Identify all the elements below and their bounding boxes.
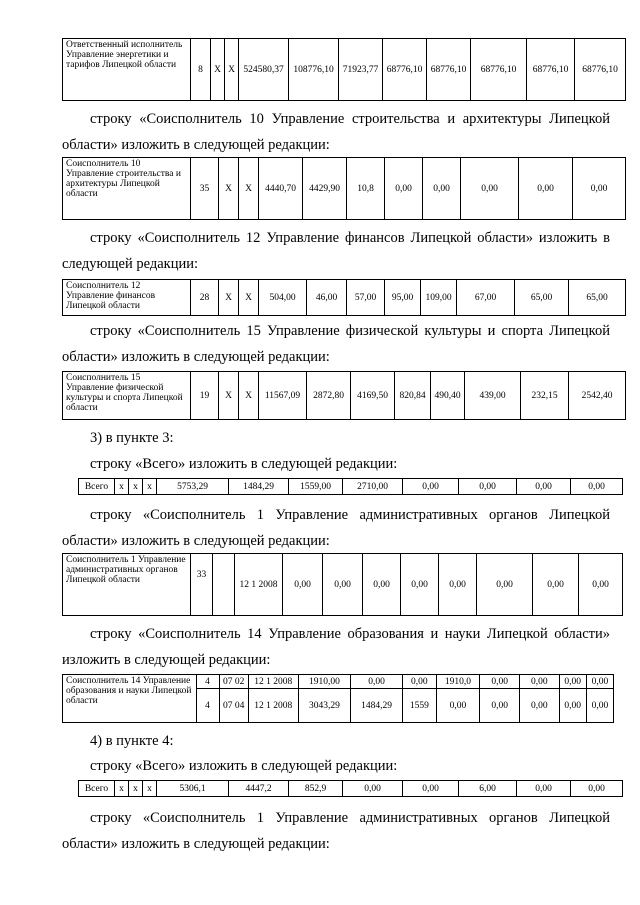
row-label: Соисполнитель 15 Управление физической культуры и спорта Липецкой области bbox=[63, 372, 191, 420]
table-cell: 3043,29 bbox=[298, 689, 350, 723]
table-cell: 0,00 bbox=[533, 554, 579, 616]
table-cell: 504,00 bbox=[259, 280, 307, 316]
row-label: Ответственный исполнитель Управление энергетики и тарифов Липецкой области bbox=[63, 39, 191, 101]
paragraph: строку «Всего» изложить в следующей редакции: bbox=[90, 758, 398, 774]
section-heading-3: 3) в пункте 3: bbox=[90, 430, 174, 446]
table-cell: 0,00 bbox=[283, 554, 323, 616]
table-cell: 0,00 bbox=[480, 689, 520, 723]
table-cell: 0,00 bbox=[480, 675, 520, 689]
table-cell: 2710,00 bbox=[343, 479, 403, 495]
table-cell: 1484,29 bbox=[229, 479, 289, 495]
table-cell: 68776,10 bbox=[527, 39, 575, 101]
paragraph: строку «Соисполнитель 14 Управление образования и науки Липецкой области» изложить в следующей редакции: bbox=[62, 626, 610, 668]
table-cell: 1910,00 bbox=[298, 675, 350, 689]
table-cell: 0,00 bbox=[423, 158, 461, 220]
table-cell: 6,00 bbox=[459, 781, 517, 797]
table-cell: х bbox=[143, 479, 157, 495]
table-cell: 0,00 bbox=[323, 554, 363, 616]
section-heading-4: 4) в пункте 4: bbox=[90, 733, 174, 749]
table-cell: 68776,10 bbox=[471, 39, 527, 101]
table-cell: 2872,80 bbox=[307, 372, 351, 420]
table-cell: 8 bbox=[191, 39, 211, 101]
table-cell: х bbox=[143, 781, 157, 797]
table-cell: 4 bbox=[196, 675, 219, 689]
table-cell: 0,00 bbox=[571, 479, 623, 495]
table-cell: 0,00 bbox=[520, 675, 560, 689]
table-cell: х bbox=[129, 479, 143, 495]
table-cell: 0,00 bbox=[517, 479, 571, 495]
table-cell: 0,00 bbox=[403, 781, 459, 797]
paragraph: строку «Соисполнитель 1 Управление административных органов Липецкой области» изложить в следующей редакции: bbox=[62, 810, 610, 852]
paragraph: строку «Соисполнитель 10 Управление строительства и архитектуры Липецкой области» изложить в следующей редакции: bbox=[62, 111, 610, 153]
table-cell: 524580,37 bbox=[239, 39, 289, 101]
table-cell: 07 04 bbox=[219, 689, 248, 723]
table-cell: Всего bbox=[79, 781, 115, 797]
paragraph: строку «Соисполнитель 15 Управление физической культуры и спорта Липецкой области» изложить в следующей редакции: bbox=[62, 323, 610, 365]
table-cell: 0,00 bbox=[573, 158, 626, 220]
table-cell: 1910,0 bbox=[436, 675, 480, 689]
table-cell: 68776,10 bbox=[383, 39, 427, 101]
table-cell: 4169,50 bbox=[351, 372, 395, 420]
table-cell: 0,00 bbox=[559, 689, 586, 723]
table-cell: Х bbox=[219, 280, 239, 316]
table-cell: 0,00 bbox=[579, 554, 623, 616]
table-cell: 0,00 bbox=[403, 479, 459, 495]
table-cell: 439,00 bbox=[465, 372, 521, 420]
table-cell: Х bbox=[219, 372, 239, 420]
table-cell: Х bbox=[219, 158, 239, 220]
table-cell: 33 bbox=[191, 554, 213, 616]
table-cell: 108776,10 bbox=[289, 39, 339, 101]
table-cell: 0,00 bbox=[459, 479, 517, 495]
table-cell: 19 bbox=[191, 372, 219, 420]
table-cell: х bbox=[115, 479, 129, 495]
table-cell: 0,00 bbox=[403, 675, 436, 689]
table-co-executor-1 bbox=[62, 553, 623, 616]
table-cell: Х bbox=[239, 372, 259, 420]
table-cell: 4440,70 bbox=[259, 158, 303, 220]
row-label: Соисполнитель 12 Управление финансов Липецкой области bbox=[63, 280, 191, 316]
table-cell: 0,00 bbox=[436, 689, 480, 723]
table-cell: 0,00 bbox=[520, 689, 560, 723]
table-cell: 10,8 bbox=[347, 158, 385, 220]
table-responsible-executor bbox=[62, 38, 626, 101]
table-cell: 0,00 bbox=[517, 781, 571, 797]
row-label: Соисполнитель 1 Управление административных органов Липецкой области bbox=[63, 554, 191, 616]
paragraph: строку «Соисполнитель 12 Управление финансов Липецкой области» изложить в следующей редакции: bbox=[62, 230, 610, 272]
table-cell: 46,00 bbox=[307, 280, 347, 316]
paragraph: строку «Всего» изложить в следующей редакции: bbox=[90, 456, 398, 472]
table-cell: Х bbox=[239, 158, 259, 220]
table-cell: Всего bbox=[79, 479, 115, 495]
table-cell: 68776,10 bbox=[427, 39, 471, 101]
table-cell: 0,00 bbox=[343, 781, 403, 797]
table-cell: 71923,77 bbox=[339, 39, 383, 101]
table-cell: 0,00 bbox=[586, 689, 613, 723]
table-cell: 07 02 bbox=[219, 675, 248, 689]
table-cell: 232,15 bbox=[521, 372, 569, 420]
table-cell: 0,00 bbox=[519, 158, 573, 220]
table-cell: 28 bbox=[191, 280, 219, 316]
table-cell: 0,00 bbox=[401, 554, 439, 616]
table-cell: 0,00 bbox=[477, 554, 533, 616]
table-cell: 0,00 bbox=[586, 675, 613, 689]
table-cell: 65,00 bbox=[515, 280, 569, 316]
table-co-executor-10 bbox=[62, 157, 626, 220]
table-cell bbox=[213, 554, 235, 616]
table-cell: 1559 bbox=[403, 689, 436, 723]
table-cell: 0,00 bbox=[439, 554, 477, 616]
table-cell: Х bbox=[225, 39, 239, 101]
table-cell: 68776,10 bbox=[575, 39, 626, 101]
paragraph: строку «Соисполнитель 1 Управление административных органов Липецкой области» изложить в следующей редакции: bbox=[62, 507, 610, 549]
table-total-3 bbox=[78, 478, 623, 495]
table-cell: 109,00 bbox=[421, 280, 457, 316]
table-cell: Х bbox=[239, 280, 259, 316]
table-cell: Х bbox=[211, 39, 225, 101]
table-co-executor-12 bbox=[62, 279, 626, 316]
table-total-4 bbox=[78, 780, 623, 797]
table-cell: 5753,29 bbox=[157, 479, 229, 495]
table-cell: 0,00 bbox=[363, 554, 401, 616]
table-cell: 490,40 bbox=[431, 372, 465, 420]
table-cell: 12 1 2008 bbox=[248, 689, 298, 723]
table-cell: 4447,2 bbox=[229, 781, 289, 797]
table-co-executor-15 bbox=[62, 371, 626, 420]
table-cell: 5306,1 bbox=[157, 781, 229, 797]
table-cell: 57,00 bbox=[347, 280, 385, 316]
table-cell: 852,9 bbox=[289, 781, 343, 797]
table-cell: 4429,90 bbox=[303, 158, 347, 220]
row-label: Соисполнитель 14 Управление образования и науки Липецкой области bbox=[63, 675, 197, 723]
table-cell: 35 bbox=[191, 158, 219, 220]
table-cell: 11567,09 bbox=[259, 372, 307, 420]
table-cell: 12 1 2008 bbox=[235, 554, 283, 616]
table-cell: х bbox=[129, 781, 143, 797]
table-cell: 95,00 bbox=[385, 280, 421, 316]
table-co-executor-14 bbox=[62, 674, 614, 723]
table-cell: 4 bbox=[196, 689, 219, 723]
table-cell: 2542,40 bbox=[569, 372, 626, 420]
table-cell: 0,00 bbox=[571, 781, 623, 797]
table-cell: 0,00 bbox=[559, 675, 586, 689]
table-cell: 1559,00 bbox=[289, 479, 343, 495]
table-cell: 0,00 bbox=[385, 158, 423, 220]
table-cell: 1484,29 bbox=[350, 689, 402, 723]
table-cell: 0,00 bbox=[350, 675, 402, 689]
table-cell: 820,84 bbox=[395, 372, 431, 420]
table-cell: х bbox=[115, 781, 129, 797]
table-cell: 65,00 bbox=[569, 280, 626, 316]
table-cell: 67,00 bbox=[457, 280, 515, 316]
table-cell: 12 1 2008 bbox=[248, 675, 298, 689]
row-label: Соисполнитель 10 Управление строительства и архитектуры Липецкой области bbox=[63, 158, 191, 220]
table-cell: 0,00 bbox=[461, 158, 519, 220]
